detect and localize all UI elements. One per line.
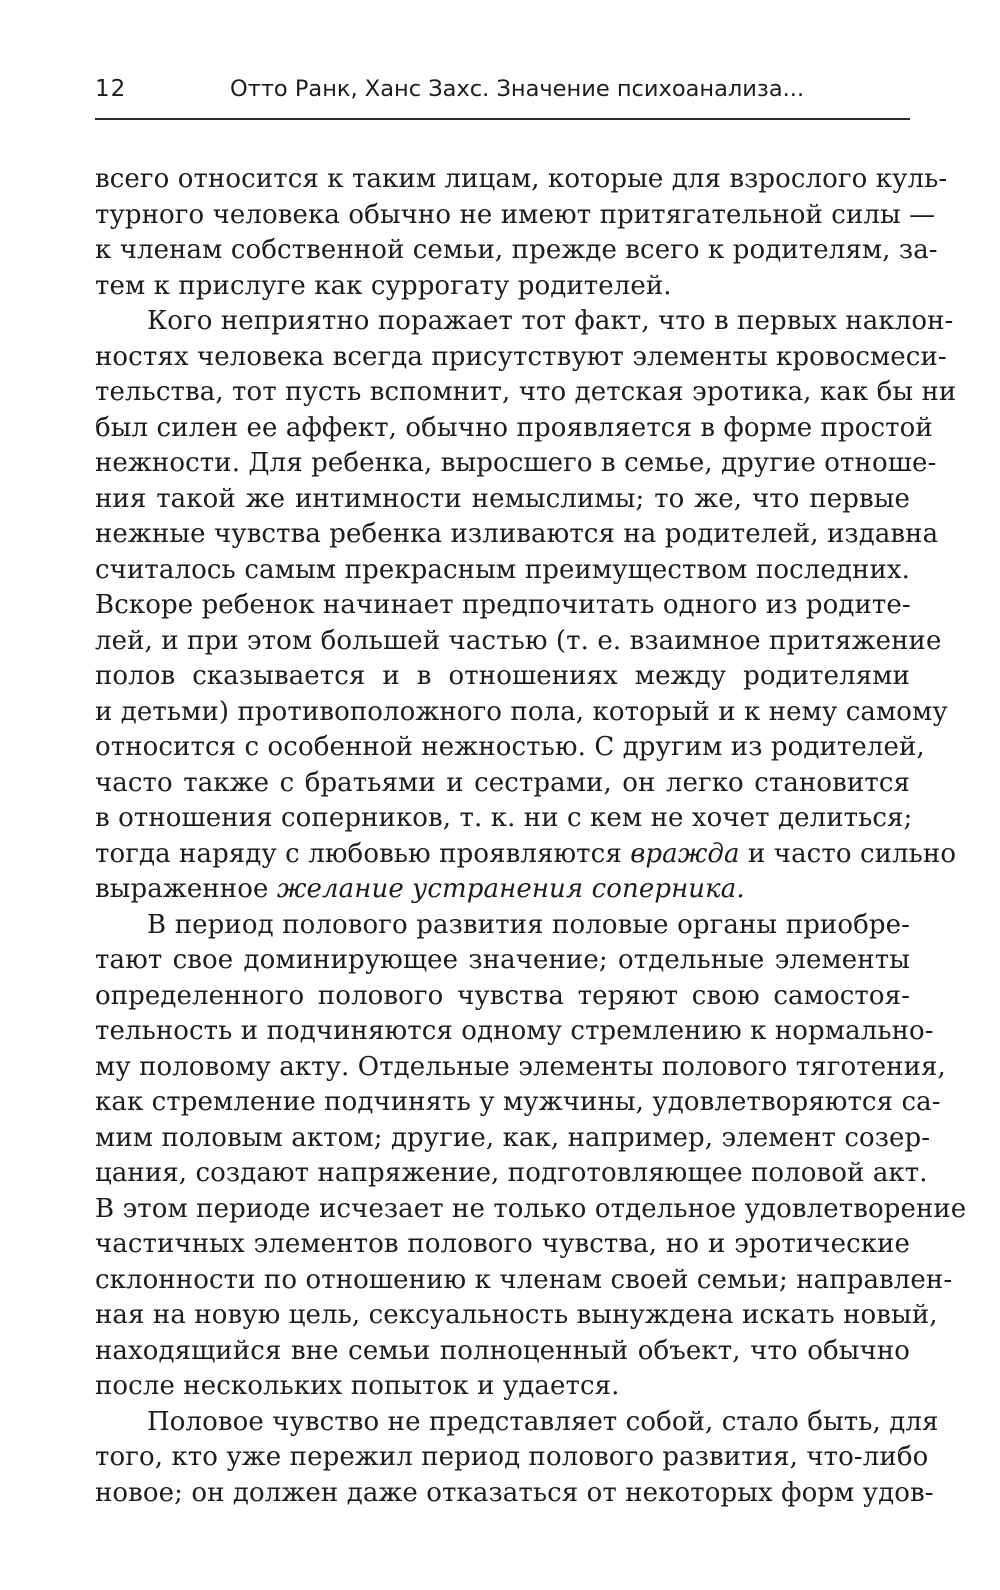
text-line: ная на новую цель, сексуальность вынуждена искать новый, — [95, 1300, 938, 1330]
text-line: Кого неприятно поражает тот факт, что в первых наклон- — [147, 306, 954, 336]
emphasis-zhelanie: желание устранения соперника. — [276, 874, 745, 904]
text-line: тают свое доминирующее значение; отдельные элементы — [95, 945, 910, 975]
text-line: ния такой же интимности немыслимы; то же, что первые — [95, 483, 910, 514]
text-line: находящийся вне семьи полноценный объект, что обычно — [95, 1335, 910, 1366]
text-line: тельность и подчиняются одному стремлению к нормально- — [95, 1016, 934, 1046]
text-line: был силен ее аффект, обычно проявляется в форме простой — [95, 412, 933, 443]
text-line: тем к прислуге как суррогату родителей. — [95, 270, 672, 301]
emphasis-vrazhda: вражда — [630, 838, 740, 869]
text-run: и часто сильно — [748, 838, 957, 869]
text-line: В период полового развития половые органы приобре- — [147, 909, 910, 940]
text-line: тельства, тот пусть вспомнит, что детская эротика, как бы ни — [95, 377, 957, 407]
text-line: мим половым актом; другие, как, например, элемент созер- — [95, 1122, 931, 1153]
text-line: в отношения соперников, т. к. ни с кем не хочет делиться; — [95, 803, 913, 833]
text-line: склонности по отношению к членам своей семьи; направлен- — [95, 1264, 953, 1295]
body-text — [95, 162, 967, 1511]
text-line — [95, 837, 957, 873]
text-line: того, кто уже пережил период полового развития, что-либо — [95, 1442, 929, 1472]
text-line: относится с особенной нежностью. С другим из родителей, — [95, 732, 925, 762]
text-line: му половому акту. Отдельные элементы полового тяготения, — [95, 1051, 946, 1082]
text-line: цания, создают напряжение, подготовляющее половой акт. — [95, 1158, 928, 1188]
text-line: часто также с братьями и сестрами, он легко становится — [95, 767, 910, 798]
text-run: тогда наряду с любовью проявляются — [95, 838, 622, 869]
text-line: нежности. Для ребенка, выросшего в семье, другие отноше- — [95, 448, 937, 478]
text-line: определенного полового чувства теряют свою самостоя- — [95, 980, 910, 1011]
text-line: Вскоре ребенок начинает предпочитать одного из родите- — [95, 590, 911, 620]
page-number: 12 — [95, 76, 127, 102]
text-line — [95, 872, 910, 908]
text-line: турного человека обычно не имеют притягательной силы — — [95, 199, 936, 230]
text-line: новое; он должен даже отказаться от некоторых форм удов- — [95, 1477, 934, 1508]
text-run: выраженное — [95, 874, 269, 904]
text-line: Половое чувство не представляет собой, стало быть, для — [147, 1406, 939, 1437]
text-line: полов сказывается и в отношениях между родителями — [95, 661, 910, 691]
paragraph-2 — [95, 304, 957, 908]
paragraph-1 — [95, 162, 948, 304]
paragraph-3 — [95, 908, 967, 1405]
text-line: к членам собственной семьи, прежде всего к родителям, за- — [95, 235, 938, 265]
text-line: ностях человека всегда присутствуют элементы кровосмеси- — [95, 341, 947, 372]
text-line: после нескольких попыток и удается. — [95, 1371, 620, 1401]
running-header — [95, 70, 910, 120]
text-line: всего относится к таким лицам, которые для взрослого куль- — [95, 164, 948, 194]
text-line: как стремление подчинять у мужчины, удовлетворяются са- — [95, 1087, 941, 1117]
text-line: нежные чувства ребенка изливаются на родителей, издавна — [95, 519, 939, 549]
paragraph-4 — [95, 1405, 939, 1512]
text-line: частичных элементов полового чувства, но и эротические — [95, 1229, 910, 1259]
text-line: и детьми) противоположного пола, который и к нему самому — [95, 696, 948, 727]
text-line: лей, и при этом большей частью (т. е. взаимное притяжение — [95, 625, 942, 656]
running-title: Отто Ранк, Ханс Захс. Значение психоанализа... — [230, 76, 805, 102]
text-line: В этом периоде исчезает не только отдельное удовлетворение — [95, 1193, 967, 1224]
text-line: считалось самым прекрасным преимуществом последних. — [95, 554, 910, 585]
